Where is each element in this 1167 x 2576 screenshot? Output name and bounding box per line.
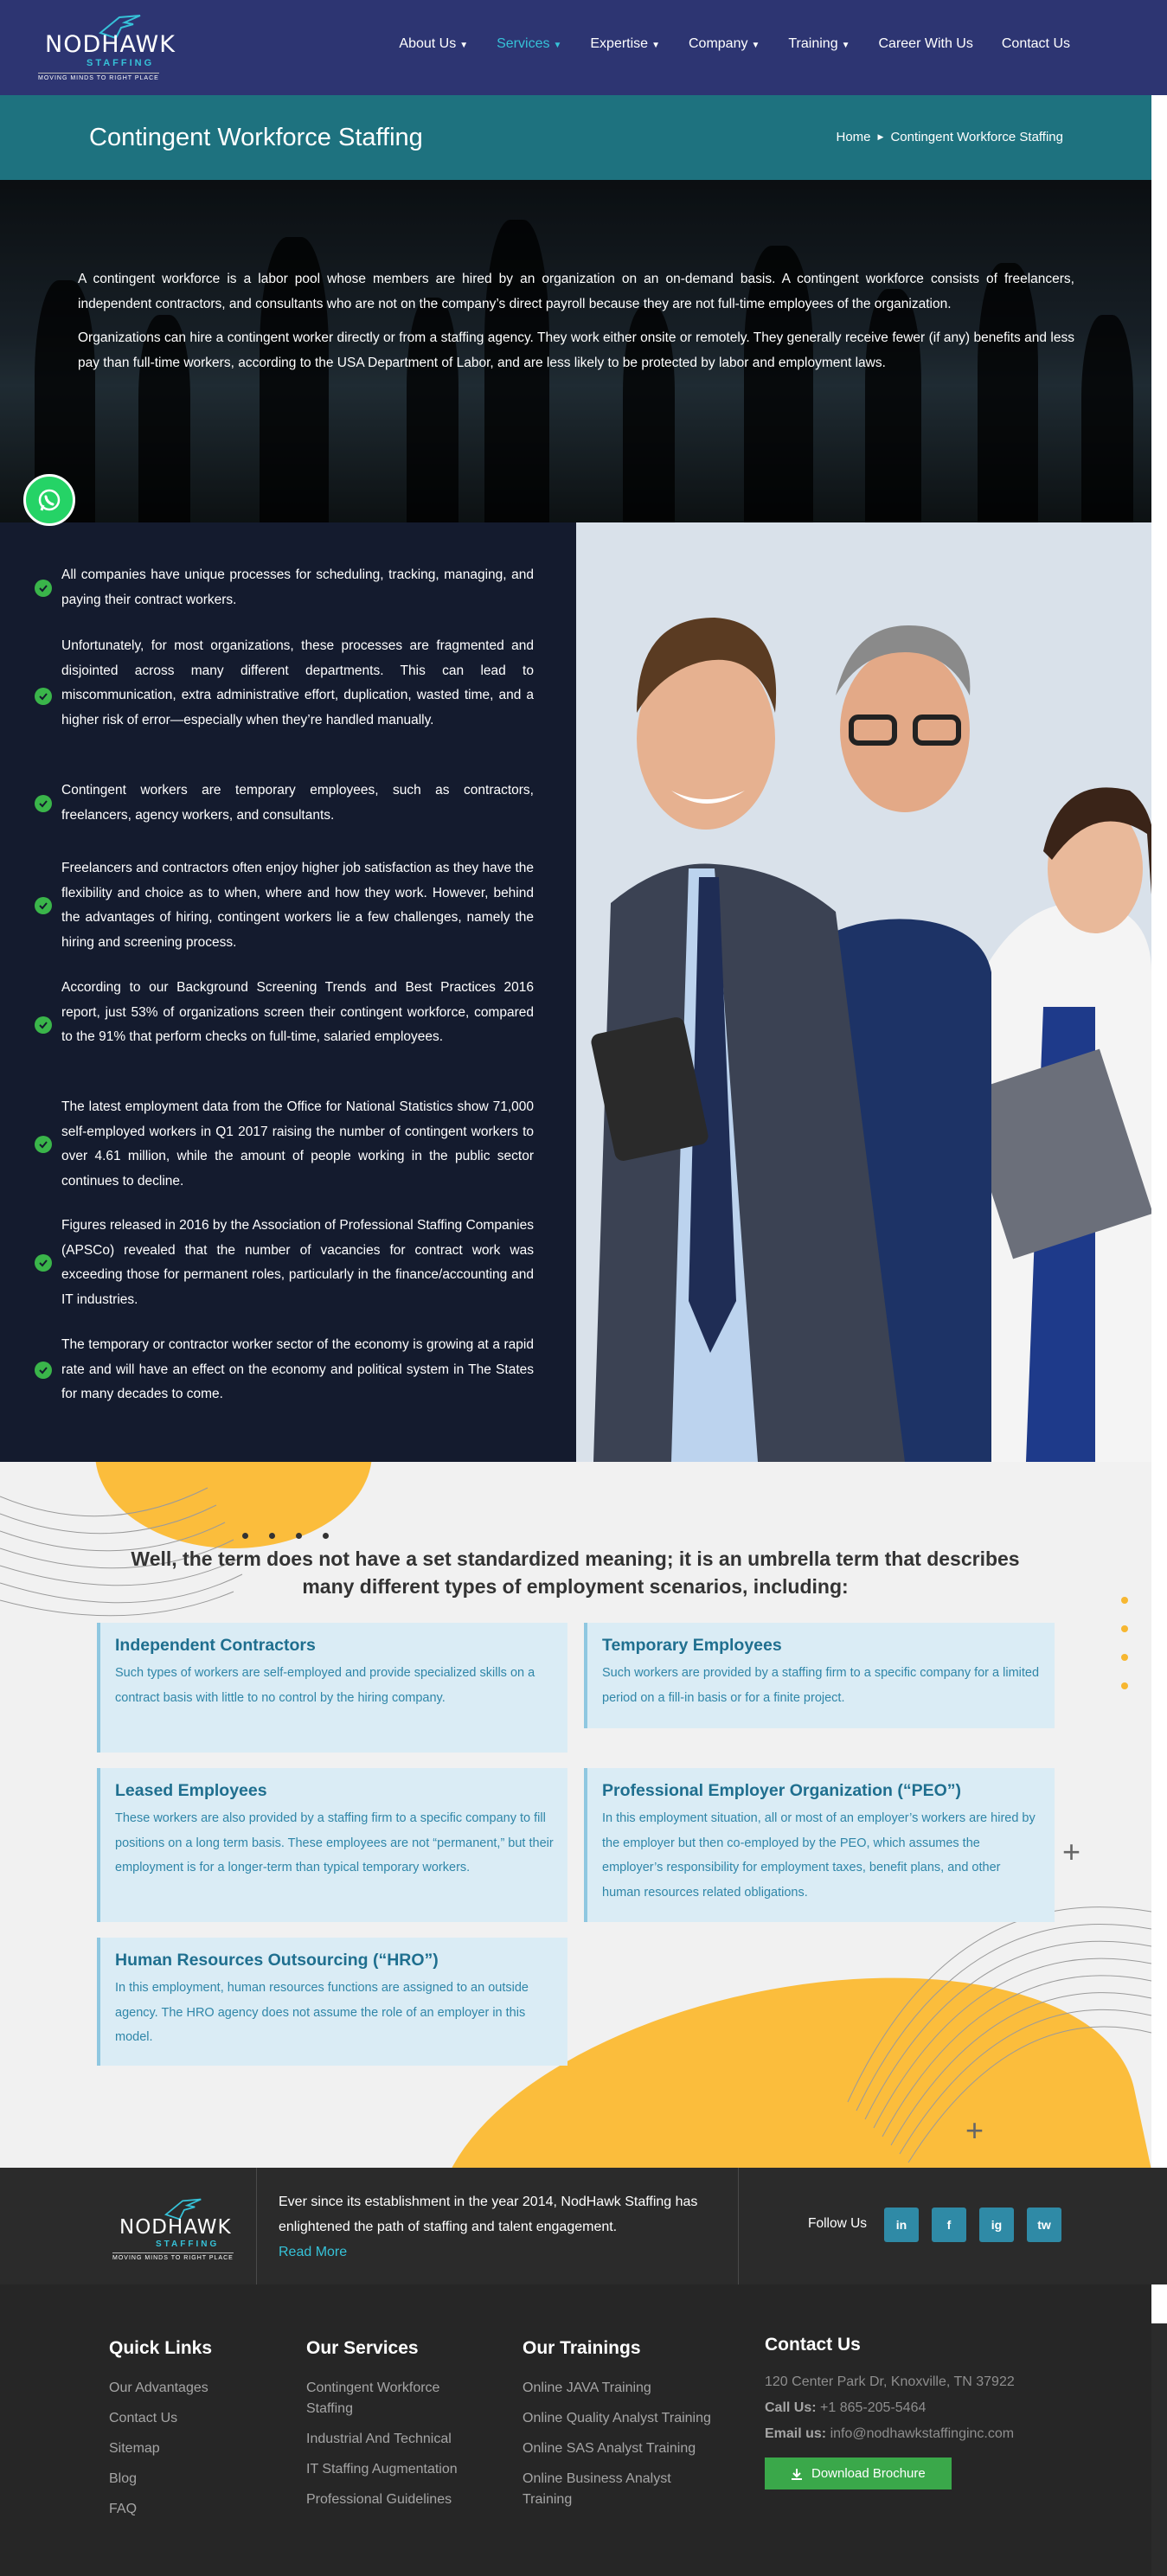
caret-down-icon: ▼ (459, 41, 469, 50)
logo-text: NODHAWK (45, 31, 176, 58)
card-text: In this employment situation, all or most of an employer’s workers are hired by the employer but then co-employed by the PEO, which assumes the employer’s responsibility for employment taxes, benefit plans, and other human resources related obligations. (602, 1811, 1036, 1900)
check-circle-icon (35, 795, 52, 812)
nav-career[interactable]: Career With Us (878, 36, 973, 51)
nav-about-us[interactable]: About Us ▼ (399, 36, 469, 51)
page-edge (1151, 2323, 1167, 2576)
footer-heading: Contact Us (765, 2335, 861, 2355)
check-circle-icon (35, 1016, 52, 1034)
plus-icon: + (965, 2112, 984, 2148)
check-circle-icon (35, 1362, 52, 1379)
download-icon (791, 2468, 803, 2480)
footer-about (279, 2189, 728, 2265)
section-heading: Well, the term does not have a set standardized meaning; it is an umbrella term that describes many different types of employment scenarios, including: (131, 1548, 1020, 1598)
divider (256, 2168, 257, 2284)
card-text: Such types of workers are self-employed and provide specialized skills on a contract basis with little to no control by the hiring company. (115, 1666, 535, 1705)
caret-down-icon: ▼ (651, 41, 660, 50)
breadcrumb-home[interactable]: Home (836, 130, 871, 144)
page-title-bar (0, 95, 1151, 180)
breadcrumb-current: Contingent Workforce Staffing (890, 130, 1063, 144)
footer-bar (0, 2168, 1167, 2284)
footer-link[interactable]: Sitemap (109, 2441, 160, 2456)
divider (738, 2168, 739, 2284)
card-title: Professional Employer Organization (“PEO”) (602, 1781, 961, 1800)
page-title: Contingent Workforce Staffing (89, 124, 423, 151)
footer-link[interactable]: Blog (109, 2471, 138, 2486)
footer-link[interactable]: Online JAVA Training (523, 2381, 651, 2395)
logo-subtext: STAFFING (87, 58, 155, 68)
whatsapp-button[interactable] (23, 474, 75, 526)
facebook-icon[interactable]: f (932, 2208, 966, 2242)
list-item-text: Unfortunately, for most organizations, these processes are fragmented and disjointed across many different departments. This can lead to miscommunication, extra administrative effort, duplication, wasted time, and a higher risk of error—especially when they’re handled manually. (61, 638, 534, 727)
footer-link[interactable]: Our Advantages (109, 2381, 208, 2395)
list-item (35, 634, 534, 733)
footer-contact (765, 2335, 1093, 2489)
decorative-dots (1121, 1597, 1128, 1689)
check-circle-icon (35, 897, 52, 914)
list-item (35, 563, 534, 612)
hero-section (0, 180, 1151, 522)
linkedin-icon[interactable]: in (884, 2208, 919, 2242)
caret-down-icon: ▼ (553, 41, 562, 50)
decorative-dots (242, 1533, 329, 1539)
chevron-right-icon: ▶ (877, 132, 884, 141)
footer-about-text: Ever since its establishment in the year 2014, NodHawk Staffing has enlightened the path of staffing and talent engagement. (279, 2195, 698, 2234)
check-circle-icon (35, 688, 52, 705)
nav-services[interactable]: Services ▼ (497, 36, 562, 51)
plus-icon: + (1062, 1834, 1081, 1869)
footer-link[interactable]: Online Quality Analyst Training (523, 2411, 711, 2425)
instagram-icon[interactable]: ig (979, 2208, 1014, 2242)
card-text: In this employment, human resources functions are assigned to an outside agency. The HRO agency does not assume the role of an employer in this model. (115, 1981, 529, 2044)
card-title: Temporary Employees (602, 1636, 782, 1655)
type-card-temporary (584, 1623, 1055, 1728)
type-card-leased (97, 1768, 567, 1922)
check-circle-icon (35, 580, 52, 597)
contact-email[interactable]: Email us: info@nodhawkstaffinginc.com (765, 2426, 1015, 2441)
caret-down-icon: ▼ (841, 41, 850, 50)
list-item (35, 976, 534, 1050)
card-text: These workers are also provided by a staffing firm to a specific company to fill positions on a long term basis. These employees are not “permanent,” but their employment is for a longer-term than typical temporary workers. (115, 1811, 554, 1874)
list-item (35, 1095, 534, 1194)
footer-link[interactable]: Industrial And Technical (306, 2432, 452, 2446)
footer-link[interactable]: IT Staffing Augmentation (306, 2462, 458, 2477)
list-item (35, 856, 534, 955)
check-circle-icon (35, 1254, 52, 1272)
footer-trainings (523, 2338, 747, 2520)
card-text: Such workers are provided by a staffing firm to a specific company for a limited period on a fill-in basis or for a finite project. (602, 1666, 1040, 1705)
card-title: Independent Contractors (115, 1636, 316, 1655)
hero-text (78, 266, 1074, 384)
contact-address: 120 Center Park Dr, Knoxville, TN 37922 (765, 2374, 1015, 2389)
list-item-text: Contingent workers are temporary employees, such as contractors, freelancers, agency workers, and consultants. (61, 783, 534, 823)
logo-text: NODHAWK (119, 2216, 232, 2239)
nav-contact[interactable]: Contact Us (1001, 36, 1070, 51)
list-item (35, 1333, 534, 1407)
footer-link[interactable]: Contingent Workforce Staffing (306, 2381, 440, 2416)
list-item-text: According to our Background Screening Trends and Best Practices 2016 report, just 53% of organizations screen their contingent workforce, compared to the 91% that perform checks on full-time, salaried employees. (61, 980, 534, 1044)
footer-link[interactable]: Online SAS Analyst Training (523, 2441, 696, 2456)
checklist-section (0, 522, 576, 1462)
logo[interactable] (38, 9, 185, 87)
footer-link[interactable]: Contact Us (109, 2411, 178, 2425)
follow-us-label: Follow Us (808, 2216, 868, 2231)
list-item (35, 779, 534, 828)
twitter-icon[interactable]: tw (1027, 2208, 1061, 2242)
type-card-hro (97, 1938, 567, 2066)
hero-paragraph-2: Organizations can hire a contingent worker directly or from a staffing agency. They work either onsite or remotely. They generally receive fewer (if any) benefits and less pay than full-time workers, according to the USA Department of Labor, and are less likely to be protected by labor and employment laws. (78, 330, 1074, 370)
footer-link[interactable]: FAQ (109, 2502, 138, 2516)
list-item-text: Figures released in 2016 by the Association of Professional Staffing Companies (APSCo) revealed that the number of vacancies for contract work was exceeding those for permanent roles, particularly in the finance/accounting and IT industries. (61, 1218, 534, 1307)
type-card-independent (97, 1623, 567, 1753)
business-people-image (576, 522, 1151, 1462)
nav-training[interactable]: Training ▼ (788, 36, 850, 51)
footer-main (0, 2284, 1151, 2576)
footer-heading: Our Services (306, 2338, 419, 2358)
read-more-link[interactable]: Read More (279, 2245, 348, 2259)
footer-link[interactable]: Online Business Analyst Training (523, 2471, 671, 2507)
list-item-text: All companies have unique processes for scheduling, tracking, managing, and paying their contract workers. (61, 567, 534, 607)
social-links (884, 2208, 1061, 2242)
footer-link[interactable]: Professional Guidelines (306, 2492, 452, 2507)
footer-services (306, 2338, 479, 2520)
logo-tagline: MOVING MINDS TO RIGHT PLACE (112, 2252, 234, 2261)
nav-expertise[interactable]: Expertise ▼ (590, 36, 660, 51)
list-item-text: The latest employment data from the Office for National Statistics show 71,000 self-employed workers in Q1 2017 raising the number of contingent workers to over 4.61 million, while the amount of people working in the public sector continues to decline. (61, 1099, 534, 1189)
page-edge (1151, 2168, 1167, 2284)
nav-company[interactable]: Company ▼ (688, 36, 760, 51)
list-item-text: The temporary or contractor worker sector of the economy is growing at a rapid rate and will have an effect on the economy and political system in The States for many decades to come. (61, 1337, 534, 1401)
caret-down-icon: ▼ (751, 41, 760, 50)
main-nav (399, 36, 1070, 52)
site-header (0, 0, 1167, 95)
contact-phone[interactable]: Call Us: +1 865-205-5464 (765, 2400, 927, 2415)
logo-subtext: STAFFING (156, 2240, 220, 2249)
card-title: Leased Employees (115, 1781, 267, 1800)
list-item (35, 1214, 534, 1312)
hero-paragraph-1: A contingent workforce is a labor pool whose members are hired by an organization on an on-demand basis. A contingent workforce consists of freelancers, independent contractors, and consultants who are not on the company’s direct payroll because they are not full-time employees of the organization. (78, 272, 1074, 311)
whatsapp-icon (36, 487, 62, 513)
download-brochure-button[interactable]: Download Brochure (765, 2457, 952, 2489)
card-title: Human Resources Outsourcing (“HRO”) (115, 1951, 439, 1970)
logo-tagline: MOVING MINDS TO RIGHT PLACE (38, 73, 159, 81)
breadcrumb (837, 130, 1064, 144)
check-circle-icon (35, 1136, 52, 1153)
type-card-peo (584, 1768, 1055, 1922)
footer-heading: Quick Links (109, 2338, 213, 2358)
footer-heading: Our Trainings (523, 2338, 641, 2358)
footer-logo[interactable] (112, 2190, 242, 2263)
employment-types-section (0, 1462, 1151, 2168)
team-photo (576, 522, 1151, 1462)
footer-quick-links (109, 2338, 265, 2529)
list-item-text: Freelancers and contractors often enjoy higher job satisfaction as they have the flexibility and choice as to when, where and how they work. However, behind the advantages of hiring, contingent workers lie a few challenges, namely the hiring and screening process. (61, 861, 534, 950)
